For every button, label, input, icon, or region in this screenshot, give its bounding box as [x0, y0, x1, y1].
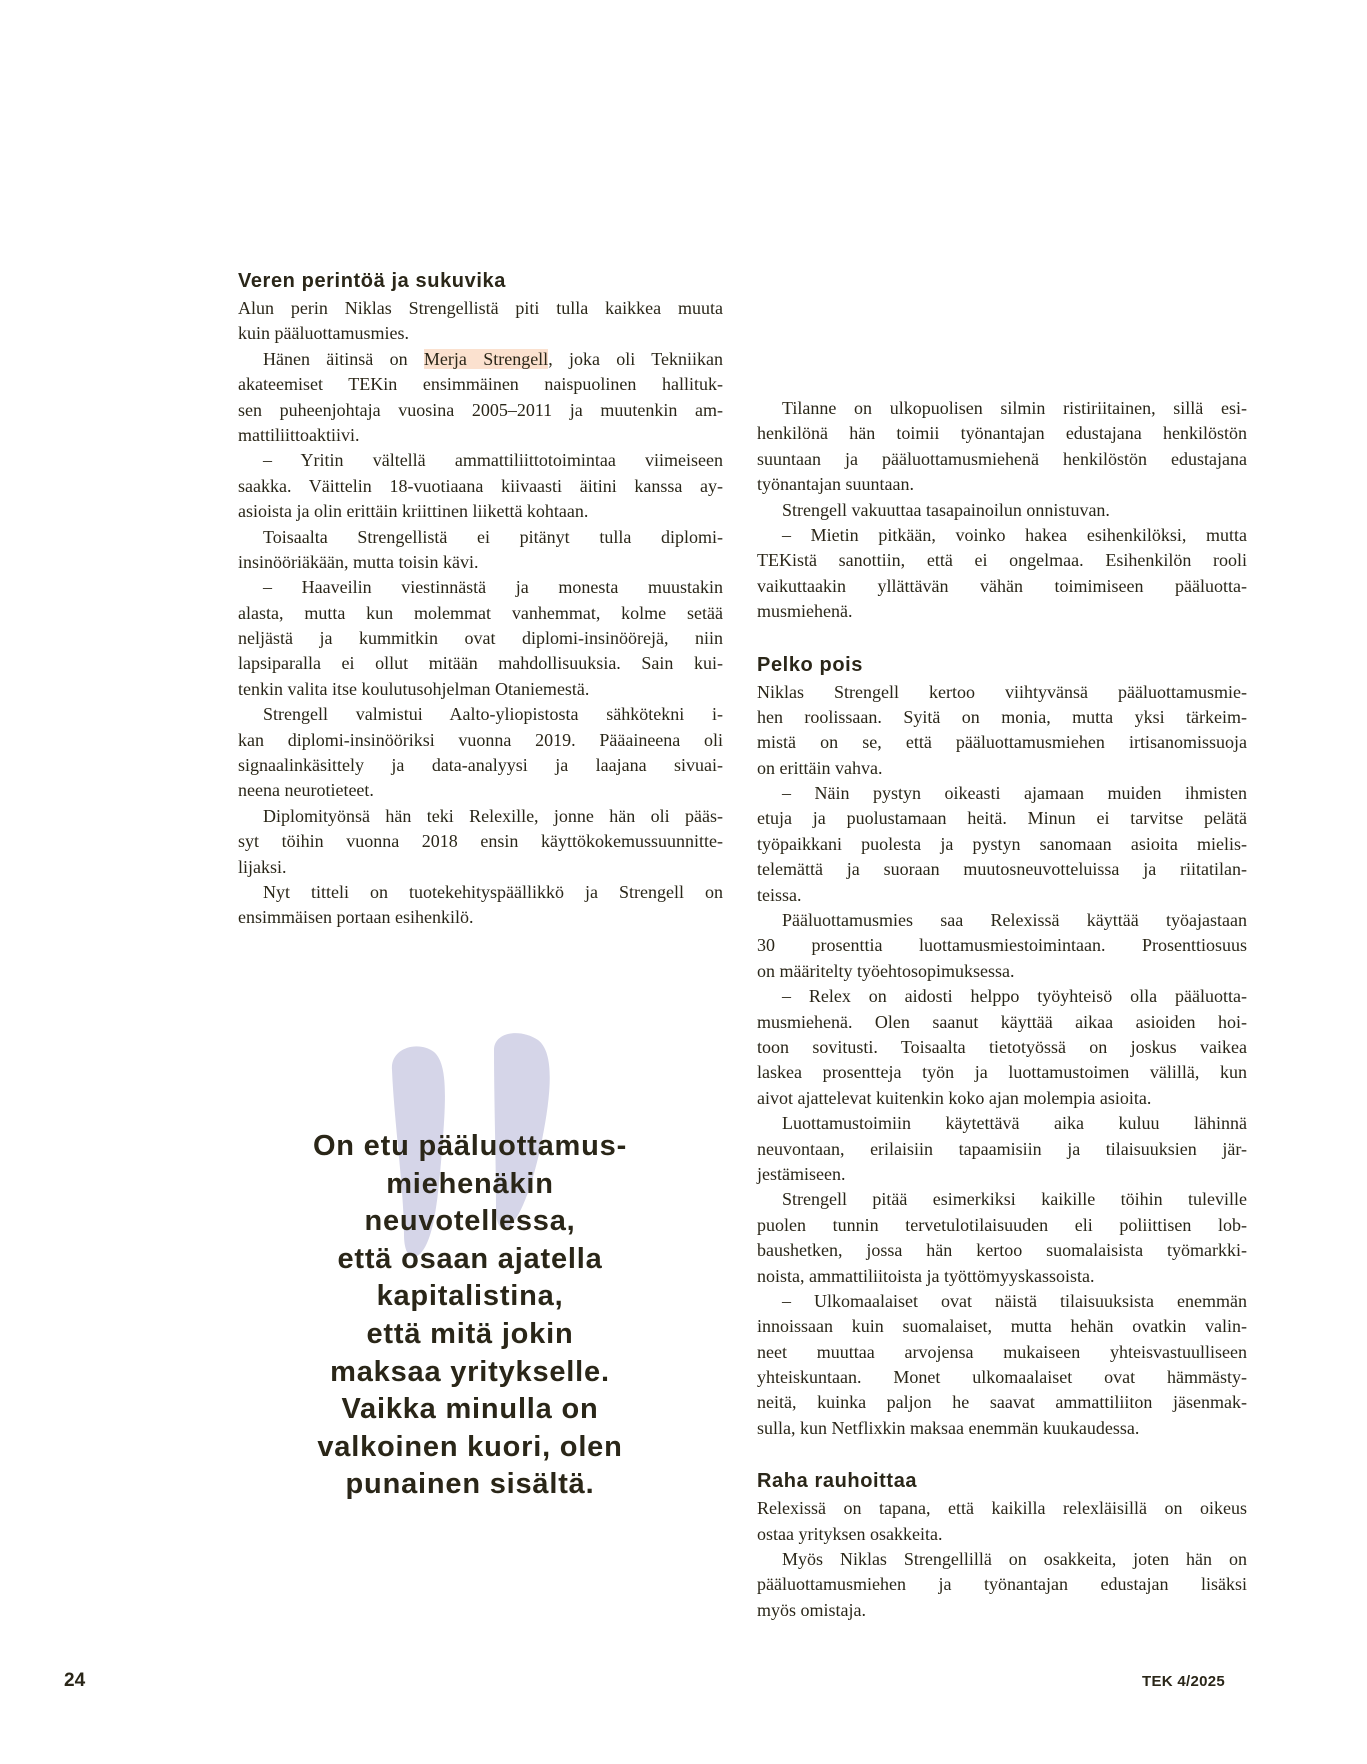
text-line: työpaikkani puolesta ja pystyn sanomaan asioita mielis-	[757, 833, 1247, 854]
text-line: kuin pääluottamusmies.	[238, 323, 409, 344]
section-heading: Veren perintöä ja sukuvika	[238, 270, 506, 292]
text-line: ostaa yrityksen osakkeita.	[757, 1523, 943, 1544]
text-line: teissa.	[757, 884, 802, 905]
quote-line: kapitalistina,	[376, 1280, 564, 1313]
text-line: syt töihin vuonna 2018 ensin käyttökokemussuunnitte-	[238, 831, 723, 852]
quote-line: miehenäkin	[386, 1167, 554, 1200]
paragraph	[757, 1187, 1247, 1289]
quote-line: että mitä jokin	[366, 1317, 574, 1350]
text-line: Luottamustoimiin käytettävä aika kuluu lähinnä	[782, 1113, 1247, 1134]
paragraph	[238, 804, 723, 880]
paragraph	[238, 702, 723, 804]
section-spacer	[757, 1441, 1247, 1466]
text-line: insinööriäkään, mutta toisin kävi.	[238, 551, 479, 572]
quote-line: On etu pääluottamus-	[312, 1130, 628, 1162]
paragraph	[238, 347, 723, 449]
text-line: yhteiskuntaan. Monet ulkomaalaiset ovat hämmästy-	[757, 1367, 1247, 1388]
paragraph	[238, 296, 723, 347]
text-line: – Näin pystyn oikeasti ajamaan muiden ihmisten	[782, 783, 1247, 804]
text-line: – Haaveilin viestinnästä ja monesta muustakin	[263, 577, 723, 598]
text-line: – Relex on aidosti helppo työyhteisö olla pääluotta-	[782, 986, 1247, 1007]
text-line: – Yritin vältellä ammattiliittotoimintaa viimeiseen	[263, 450, 723, 471]
text-line: etuja ja puolustamaan heitä. Minun ei tarvitse pelätä	[757, 808, 1247, 829]
paragraph	[757, 680, 1247, 782]
page-number: 24	[64, 1670, 86, 1691]
text-line: on erittäin vahva.	[757, 757, 883, 778]
text-line: jestämiseen.	[757, 1163, 846, 1184]
text-line: TEKistä sanottiin, että ei ongelmaa. Esihenkilön rooli	[757, 550, 1247, 571]
text-line: on määritelty työehtosopimuksessa.	[757, 960, 1015, 981]
text-line: sulla, kun Netflixkin maksaa enemmän kuukaudessa.	[757, 1417, 1140, 1438]
text-line: neet muuttaa arvojensa mukaiseen yhteisvastuulliseen	[757, 1341, 1247, 1362]
highlighted-name: Merja Strengell	[423, 348, 549, 369]
paragraph	[757, 1496, 1247, 1547]
section-heading: Pelko pois	[757, 653, 864, 676]
pull-quote	[250, 1128, 690, 1504]
paragraph	[757, 498, 1247, 523]
text-line: työnantajan suuntaan.	[757, 474, 914, 495]
text-line: – Mietin pitkään, voinko hakea esihenkilöksi, mutta	[782, 524, 1247, 545]
text-segment: Hänen äitinsä on	[263, 348, 424, 369]
text-line: sen puheenjohtaja vuosina 2005–2011 ja muutenkin am-	[238, 399, 723, 420]
text-line: Relexissä on tapana, että kaikilla relexläisillä on oikeus	[757, 1498, 1247, 1519]
text-line: Toisaalta Strengellistä ei pitänyt tulla diplomi-	[263, 526, 723, 547]
text-line: baushetken, jossa hän kertoo suomalaisista työmarkki-	[757, 1240, 1247, 1261]
text-line: alasta, mutta kun molemmat vanhemmat, kolme setää	[238, 602, 723, 623]
text-line: akateemiset TEKin ensimmäinen naispuolinen hallituk-	[238, 374, 723, 395]
text-line: tenkin valita itse koulutusohjelman Otaniemestä.	[238, 678, 590, 699]
text-line: innoissaan kuin suomalaiset, mutta hehän ovatkin valin-	[757, 1316, 1247, 1337]
text-line: 30 prosenttia luottamusmiestoimintaan. Prosenttiosuus	[757, 935, 1247, 956]
text-line: Pääluottamusmies saa Relexissä käyttää työajastaan	[782, 910, 1247, 931]
text-line: asioista ja olin erittäin kriittinen liikettä kohtaan.	[238, 501, 589, 522]
text-line: Nyt titteli on tuotekehityspäällikkö ja Strengell on	[263, 881, 723, 902]
text-line: puolen tunnin tervetulotilaisuuden eli poliittisen lob-	[757, 1214, 1247, 1235]
text-line: Diplomityönsä hän teki Relexille, jonne hän oli pääs-	[263, 805, 723, 826]
paragraph	[757, 396, 1247, 498]
paragraph	[757, 1289, 1247, 1441]
text-line: noista, ammattiliitoista ja työttömyyskassoista.	[757, 1265, 1095, 1286]
paragraph	[238, 448, 723, 524]
issue-label: TEK 4/2025	[1142, 1673, 1226, 1690]
text-line: musmiehenä. Olen saanut käyttää aikaa asioiden hoi-	[757, 1011, 1247, 1032]
quote-line: maksaa yritykselle.	[330, 1355, 610, 1388]
quote-line: Vaikka minulla on	[341, 1393, 599, 1426]
text-line: mistä on se, että pääluottamusmiehen irtisanomissuoja	[757, 732, 1247, 753]
text-line: vaikuttaakin yllättävän vähän toimimiseen pääluotta-	[757, 575, 1247, 596]
left-column	[238, 266, 723, 931]
text-line: hen roolissaan. Syitä on monia, mutta yksi tärkeim-	[757, 706, 1247, 727]
text-line: neuvontaan, erilaisiin tapaamisiin ja tilaisuuksien jär-	[757, 1138, 1247, 1159]
text-line: Myös Niklas Strengellillä on osakkeita, joten hän on	[782, 1549, 1247, 1570]
paragraph	[757, 781, 1247, 908]
section-heading: Raha rauhoittaa	[757, 1470, 918, 1493]
text-line: mattiliittoaktiivi.	[238, 424, 360, 445]
text-line: kan diplomi-insinööriksi vuonna 2019. Pääaineena oli	[238, 729, 723, 750]
quote-line: valkoinen kuori, olen	[317, 1430, 623, 1463]
text-line: neena neurotieteet.	[238, 780, 374, 801]
text-line: signaalinkäsittely ja data-analyysi ja laajana sivuai-	[238, 755, 723, 776]
text-line: Niklas Strengell kertoo viihtyvänsä pääluottamusmie-	[757, 681, 1247, 702]
text-line: myös omistaja.	[757, 1599, 866, 1620]
paragraph	[757, 1547, 1247, 1623]
quote-line: neuvotellessa,	[364, 1205, 576, 1238]
paragraph	[238, 525, 723, 576]
text-line: aivot ajattelevat kuitenkin koko ajan molempia asioita.	[757, 1087, 1152, 1108]
paragraph	[757, 908, 1247, 984]
text-line: pääluottamusmiehen ja työnantajan edustajan lisäksi	[757, 1574, 1247, 1595]
text-line: neljästä ja kummitkin ovat diplomi-insinöörejä, niin	[238, 628, 723, 649]
section-spacer	[757, 625, 1247, 650]
paragraph	[757, 984, 1247, 1111]
text-line: henkilönä hän toimii työnantajan edustajana henkilöstön	[757, 423, 1247, 444]
text-line: Strengell valmistui Aalto-yliopistosta sähkötekni i-	[263, 704, 723, 725]
text-line: ensimmäisen portaan esihenkilö.	[238, 907, 474, 928]
text-line: suuntaan ja pääluottamusmiehenä henkilöstön edustajana	[757, 448, 1247, 469]
text-line	[238, 347, 723, 372]
text-line: lapsiparalla ei ollut mitään mahdollisuuksia. Sain kui-	[238, 653, 723, 674]
text-segment: , joka oli Tekniikan	[548, 348, 724, 369]
text-line: Alun perin Niklas Strengellistä piti tulla kaikkea muuta	[238, 298, 723, 318]
text-line: Strengell vakuuttaa tasapainoilun onnistuvan.	[782, 499, 1110, 520]
text-line: Tilanne on ulkopuolisen silmin ristiriitainen, sillä esi-	[782, 398, 1247, 418]
paragraph	[238, 880, 723, 931]
paragraph	[757, 523, 1247, 625]
text-line: musmiehenä.	[757, 601, 853, 622]
text-line: telemättä ja suoraan muutosneuvotteluissa ja riitatilan-	[757, 859, 1247, 880]
text-line: laskea prosentteja työn ja luottamustoimen välillä, kun	[757, 1062, 1247, 1083]
quote-line: punainen sisältä.	[345, 1468, 595, 1501]
text-line: saakka. Väittelin 18-vuotiaana kiivaasti äitini kanssa ay-	[238, 475, 723, 496]
text-line: – Ulkomaalaiset ovat näistä tilaisuuksista enemmän	[782, 1290, 1247, 1311]
text-line: Strengell pitää esimerkiksi kaikille töihin tuleville	[782, 1189, 1247, 1210]
text-line: toon sovitusti. Toisaalta tietotyössä on joskus vaikea	[757, 1036, 1247, 1057]
quote-line: että osaan ajatella	[337, 1242, 603, 1275]
paragraph	[757, 1111, 1247, 1187]
paragraph	[238, 575, 723, 702]
text-line: neitä, kuinka paljon he saavat ammattiliiton jäsenmak-	[757, 1392, 1247, 1413]
text-line: lijaksi.	[238, 856, 287, 877]
right-column	[757, 396, 1247, 1623]
